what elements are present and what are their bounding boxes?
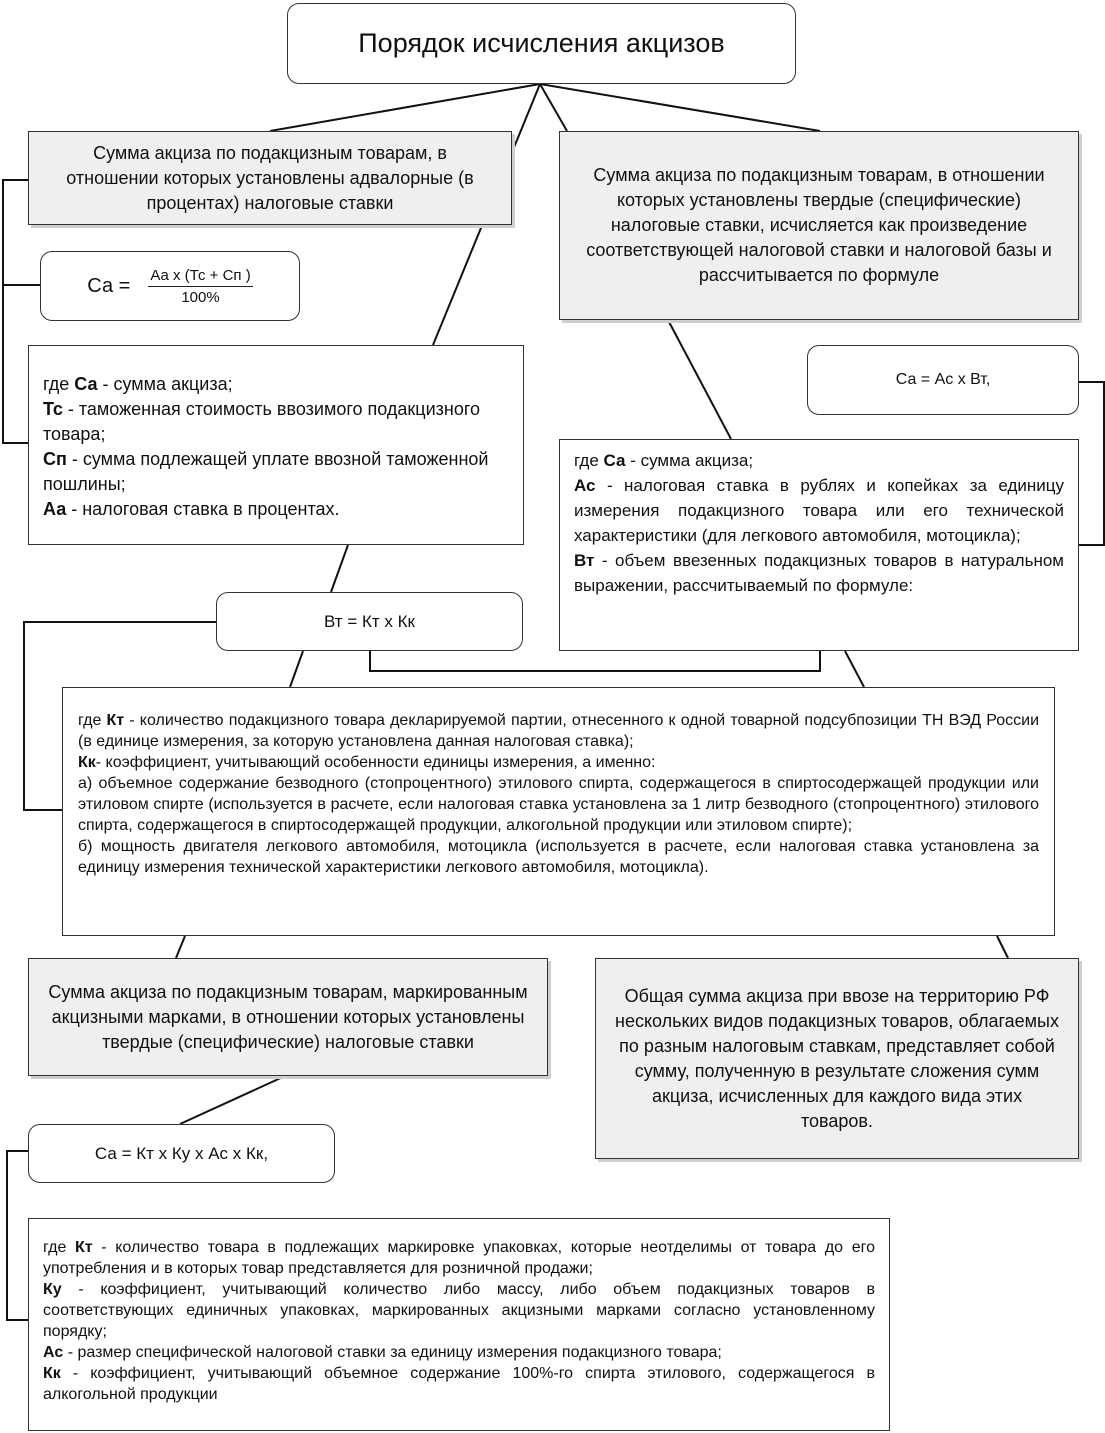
advalorem-header-text: Сумма акциза по подакцизным товарам, в отношении которых установлены адвалорные (в процентах) налоговые ставки [66, 142, 474, 213]
legend-term: Ас [574, 476, 596, 495]
marked-formula-text: Са = Кт х Ку х Ас х Кк, [94, 1143, 269, 1163]
legend-term: Са [603, 451, 626, 470]
specific-legend-box [559, 439, 1079, 651]
legend-line: где Са - сумма акциза; [574, 451, 754, 470]
marked-header-text: Сумма акциза по подакцизным товарам, маркированным акцизными марками, в отношении которых установлены твердые (специфические) налоговые ставки [48, 981, 528, 1052]
legend-term: Тс [43, 399, 63, 419]
specific-header-box [559, 131, 1079, 320]
legend-line: Сп - сумма подлежащей уплате ввозной таможенной пошлины; [43, 449, 489, 494]
legend-term: Кт [106, 712, 125, 729]
advalorem-formula-box [40, 251, 300, 321]
legend-line: б) мощность двигателя легкового автомобиля, мотоцикла (используется в расчете, если налоговая ставка установлена за единицу измерения технической характеристики легкового автомобиля, мотоцикла). [78, 838, 1039, 876]
legend-term: Кк [78, 754, 96, 771]
advalorem-formula-numerator: Аа х (Тс + Сп ) [148, 267, 252, 287]
legend-line: Тс - таможенная стоимость ввозимого подакцизного товара; [43, 399, 481, 444]
specific-formula-text: Са = Ас х Вт, [895, 371, 991, 388]
legend-line: Ку - коэффициент, учитывающий количество либо массу, либо объем подакцизных товаров в соответствующих единичных упаковках, маркированных акцизными марками согласно установленному порядку; [43, 1281, 875, 1340]
diagram-title: Порядок исчисления акцизов [358, 28, 725, 58]
legend-line: Аа - налоговая ставка в процентах. [43, 499, 340, 519]
specific-header-text: Сумма акциза по подакцизным товарам, в отношении которых установлены твердые (специфические) налоговые ставки, исчисляется как произведение соответствующей налоговой ставки и налоговой базы и рассчитывается по формуле [586, 165, 1052, 285]
total-box [595, 958, 1079, 1159]
advalorem-legend-box [28, 345, 524, 545]
volume-formula-box [216, 592, 523, 651]
legend-line: Вт - объем ввезенных подакцизных товаров в натуральном выражении, рассчитываемый по формуле: [574, 551, 1064, 595]
advalorem-formula-lhs: Са = [87, 274, 131, 297]
title-box [287, 3, 796, 84]
marked-formula-box [28, 1124, 335, 1183]
legend-term: Аа [43, 499, 67, 519]
total-text: Общая сумма акциза при ввозе на территорию РФ нескольких видов подакцизных товаров, облагаемых по разным налоговым ставкам, представляет собой сумму, полученную в результате сложения сумм акциза, исчисленных для каждого вида этих товаров. [615, 985, 1059, 1131]
legend-term: Ку [43, 1281, 62, 1298]
advalorem-formula-fraction [148, 267, 252, 306]
legend-term: Ас [43, 1344, 64, 1361]
legend-line: где Кт - количество подакцизного товара декларируемой партии, отнесенного к одной товарной подсубпозиции ТН ВЭД России (в единице измерения, за которую установлена данная налоговая ставка); [78, 712, 1040, 750]
marked-legend-box [28, 1218, 890, 1431]
advalorem-formula-denominator: 100% [181, 288, 220, 306]
legend-term: Сп [43, 449, 67, 469]
legend-line: Ас - размер специфической налоговой ставки за единицу измерения подакцизного товара; [43, 1344, 722, 1361]
legend-line: где Са - сумма акциза; [43, 374, 233, 394]
volume-formula-text: Вт = Кт х Кк [324, 611, 415, 631]
legend-line: Кк - коэффициент, учитывающий объемное содержание 100%-го спирта этилового, содержащегося в алкогольной продукции [43, 1365, 875, 1403]
legend-line: где Кт - количество товара в подлежащих маркировке упаковках, которые неотделимы от товара до его употребления и в которых товар представляется для розничной продажи; [43, 1239, 875, 1277]
volume-legend-box [62, 687, 1055, 936]
marked-header-box [28, 958, 548, 1076]
legend-term: Кк [43, 1365, 61, 1382]
advalorem-header-box [28, 131, 512, 225]
legend-term: Вт [574, 551, 595, 570]
legend-line: Кк- коэффициент, учитывающий особенности единицы измерения, а именно: [78, 754, 656, 771]
specific-formula-box [807, 345, 1079, 415]
legend-term: Кт [75, 1239, 93, 1256]
legend-line: а) объемное содержание безводного (стопроцентного) этилового спирта, содержащегося в спиртосодержащей продукции или этиловом спирте (используется в расчете, если налоговая ставка установлена за 1 литр безводного (стопроцентного) этилового спирта, содержащегося в спиртосодержащей продукции, алкогольной продукции или этиловом спирте); [78, 775, 1039, 834]
legend-term: Са [74, 374, 98, 394]
legend-line: Ас - налоговая ставка в рублях и копейках за единицу измерения подакцизного товара или его технической характеристики (для легкового автомобиля, мотоцикла); [574, 476, 1064, 545]
